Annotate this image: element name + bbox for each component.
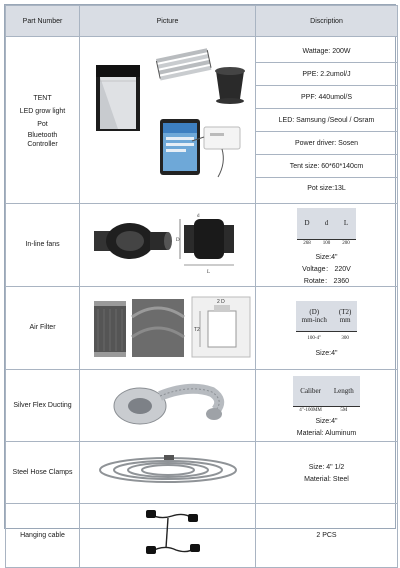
kit-spec-tent-size: Tent size: 60*60*140cm — [256, 155, 397, 178]
cable-part-cell: Hanging cable — [6, 503, 80, 567]
ducting-part-cell: Silver Flex Ducting — [6, 369, 80, 441]
fans-spec-size: Size:4" — [315, 253, 338, 261]
filter-table-value: 100-4" — [307, 336, 322, 342]
fan-diagram-label-d: D — [176, 237, 180, 243]
fans-table-header: L — [336, 208, 356, 239]
ducting-spec-size: Size:4" — [315, 418, 338, 426]
kit-spec-led: LED: Samsung /Seoul / Osram — [256, 109, 397, 132]
ducting-dimension-table — [293, 376, 359, 415]
kit-spec-wattage: Wattage: 200W — [256, 40, 397, 63]
filter-spec-cell — [256, 286, 398, 369]
carbon-texture-photo — [132, 299, 184, 357]
filter-spec-size: Size:4" — [315, 350, 338, 358]
kit-part-cell — [6, 37, 80, 204]
table-row-ducting — [6, 369, 398, 441]
kit-spec-pot-size: Pot size:13L — [307, 185, 346, 192]
tablet-image — [160, 119, 200, 175]
fans-spec-cell — [256, 204, 398, 287]
ducting-spec-cell — [256, 369, 398, 441]
fan-diagram-label-l: L — [207, 269, 211, 275]
ducting-table-header: Caliber — [293, 376, 328, 407]
fans-spec-rotate: Rotate： 2360 — [303, 277, 350, 285]
fans-table-header: d — [317, 208, 337, 239]
kit-product-image — [80, 37, 256, 198]
fans-table-value: 200 — [342, 240, 350, 246]
fans-dimension-table — [297, 208, 356, 247]
fans-table-header: D — [297, 208, 317, 239]
grow-tent-image — [96, 65, 140, 131]
fan-diagram-label-d2: d — [197, 213, 200, 219]
kit-spec-cell — [256, 37, 398, 204]
fans-spec-voltage: Voltage： 220V — [302, 265, 351, 273]
hanger-ratchet — [188, 514, 198, 522]
product-spec-table — [5, 5, 398, 568]
filter-diagram-label-top: 2 D — [217, 298, 225, 305]
table-row-cable — [6, 503, 398, 567]
hanger-ratchet — [146, 546, 156, 554]
table-row-fans — [6, 204, 398, 287]
fans-picture-cell — [80, 204, 256, 287]
filter-diagram — [192, 297, 250, 357]
clamp-screw — [164, 455, 174, 460]
flex-ducting-image — [80, 370, 256, 436]
filter-table-header: (D) mm-inch — [296, 301, 333, 332]
hanger-ratchet — [146, 510, 156, 518]
table-row-clamps — [6, 441, 398, 503]
filter-part-cell: Air Filter — [6, 286, 80, 369]
header-picture: Picture — [80, 6, 256, 37]
air-filter-image — [80, 287, 256, 364]
fans-table-value: 268 — [303, 240, 311, 246]
ducting-picture-cell — [80, 369, 256, 441]
kit-part-controller: Controller — [27, 140, 58, 148]
fans-part-cell: In-line fans — [6, 204, 80, 287]
hose-clamps-image — [80, 442, 256, 498]
ducting-table-value: 5M — [340, 408, 348, 414]
filter-table-header: (T2) mm — [333, 301, 357, 332]
cable-spec-cell: 2 PCS — [256, 503, 398, 567]
fans-table-value: 100 — [322, 240, 331, 246]
header-description: Discription — [256, 6, 398, 37]
filter-picture-cell — [80, 286, 256, 369]
pot-image — [215, 67, 245, 104]
spec-sheet — [4, 4, 396, 539]
ducting-table-header: Length — [328, 376, 360, 407]
ducting-coil — [114, 388, 222, 424]
kit-spec-ppf: PPF: 440umol/S — [256, 86, 397, 109]
kit-spec-driver: Power driver: Sosen — [256, 132, 397, 155]
kit-part-tent: TENT — [33, 94, 52, 102]
ducting-spec-material: Material: Aluminum — [296, 430, 357, 438]
inline-fan-image — [80, 205, 256, 280]
kit-spec-ppe: PPE: 2.2umol/J — [256, 63, 397, 86]
table-row-filter — [6, 286, 398, 369]
clamps-spec-size: Size: 4" 1/2 — [308, 464, 345, 471]
cable-picture-cell — [80, 503, 256, 567]
fan-photo — [94, 223, 172, 259]
filter-diagram-label-side: T2 — [194, 326, 200, 333]
header-part-number: Part Number — [6, 6, 80, 37]
clamps-part-cell: Steel Hose Clamps — [6, 441, 80, 503]
clamps-spec-cell — [256, 441, 398, 503]
led-grow-light-image — [156, 48, 211, 80]
filter-photo — [94, 301, 126, 357]
header-row — [6, 6, 398, 37]
ducting-table-value: 4"-100MM — [299, 408, 322, 414]
fan-diagram — [176, 214, 234, 275]
kit-part-bluetooth: Bluetooth — [27, 131, 58, 139]
clamps-picture-cell — [80, 441, 256, 503]
clamps-spec-material: Material: Steel — [304, 476, 349, 483]
kit-part-pot: Pot — [37, 120, 48, 128]
kit-picture-cell — [80, 37, 256, 204]
kit-part-led: LED grow light — [19, 107, 66, 115]
clamp-rings — [100, 458, 236, 482]
filter-dimension-table — [296, 301, 358, 343]
filter-table-value: 300 — [341, 336, 349, 342]
hanger-ratchet — [190, 544, 200, 552]
table-row-kit — [6, 37, 398, 204]
